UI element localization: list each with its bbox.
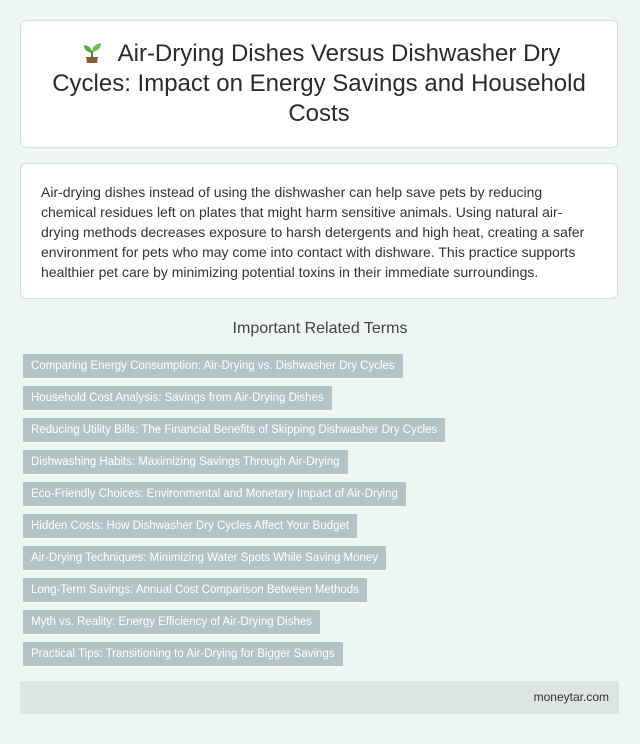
related-term-tag[interactable]: Myth vs. Reality: Energy Efficiency of Air-Drying Dishes bbox=[23, 610, 320, 634]
related-term-tag[interactable]: Hidden Costs: How Dishwasher Dry Cycles Affect Your Budget bbox=[23, 514, 357, 538]
footer-bar bbox=[20, 681, 619, 714]
related-terms-heading: Important Related Terms bbox=[232, 320, 408, 337]
related-term-tag[interactable]: Dishwashing Habits: Maximizing Savings Through Air-Drying bbox=[23, 450, 348, 474]
description-card bbox=[20, 163, 618, 299]
footer-site-label: moneytar.com bbox=[533, 690, 609, 704]
sprout-icon bbox=[78, 41, 106, 63]
related-term-tag[interactable]: Long-Term Savings: Annual Cost Comparison Between Methods bbox=[23, 578, 367, 602]
related-term-tag[interactable]: Eco-Friendly Choices: Environmental and Monetary Impact of Air-Drying bbox=[23, 482, 406, 506]
description-text: Air-drying dishes instead of using the dishwasher can help save pets by reducing chemical residues left on plates that might harm sensitive animals. Using natural air-drying methods decreases exposure to harsh detergents and high heat, creating a safer environment for pets who may come into contact with dishware. This practice supports healthier pet care by minimizing potential toxins in their immediate surroundings. bbox=[41, 184, 585, 280]
page-title bbox=[45, 39, 593, 129]
page-title-text: Air-Drying Dishes Versus Dishwasher Dry Cycles: Impact on Energy Savings and Household Costs bbox=[52, 40, 586, 127]
related-term-tag[interactable]: Air-Drying Techniques: Minimizing Water Spots While Saving Money bbox=[23, 546, 386, 570]
title-card bbox=[20, 20, 618, 148]
related-term-tag[interactable]: Reducing Utility Bills: The Financial Benefits of Skipping Dishwasher Dry Cycles bbox=[23, 418, 445, 442]
related-term-tag[interactable]: Practical Tips: Transitioning to Air-Drying for Bigger Savings bbox=[23, 642, 343, 666]
related-terms-list bbox=[23, 354, 623, 674]
related-term-tag[interactable]: Comparing Energy Consumption: Air-Drying vs. Dishwasher Dry Cycles bbox=[23, 354, 403, 378]
related-term-tag[interactable]: Household Cost Analysis: Savings from Air-Drying Dishes bbox=[23, 386, 332, 410]
